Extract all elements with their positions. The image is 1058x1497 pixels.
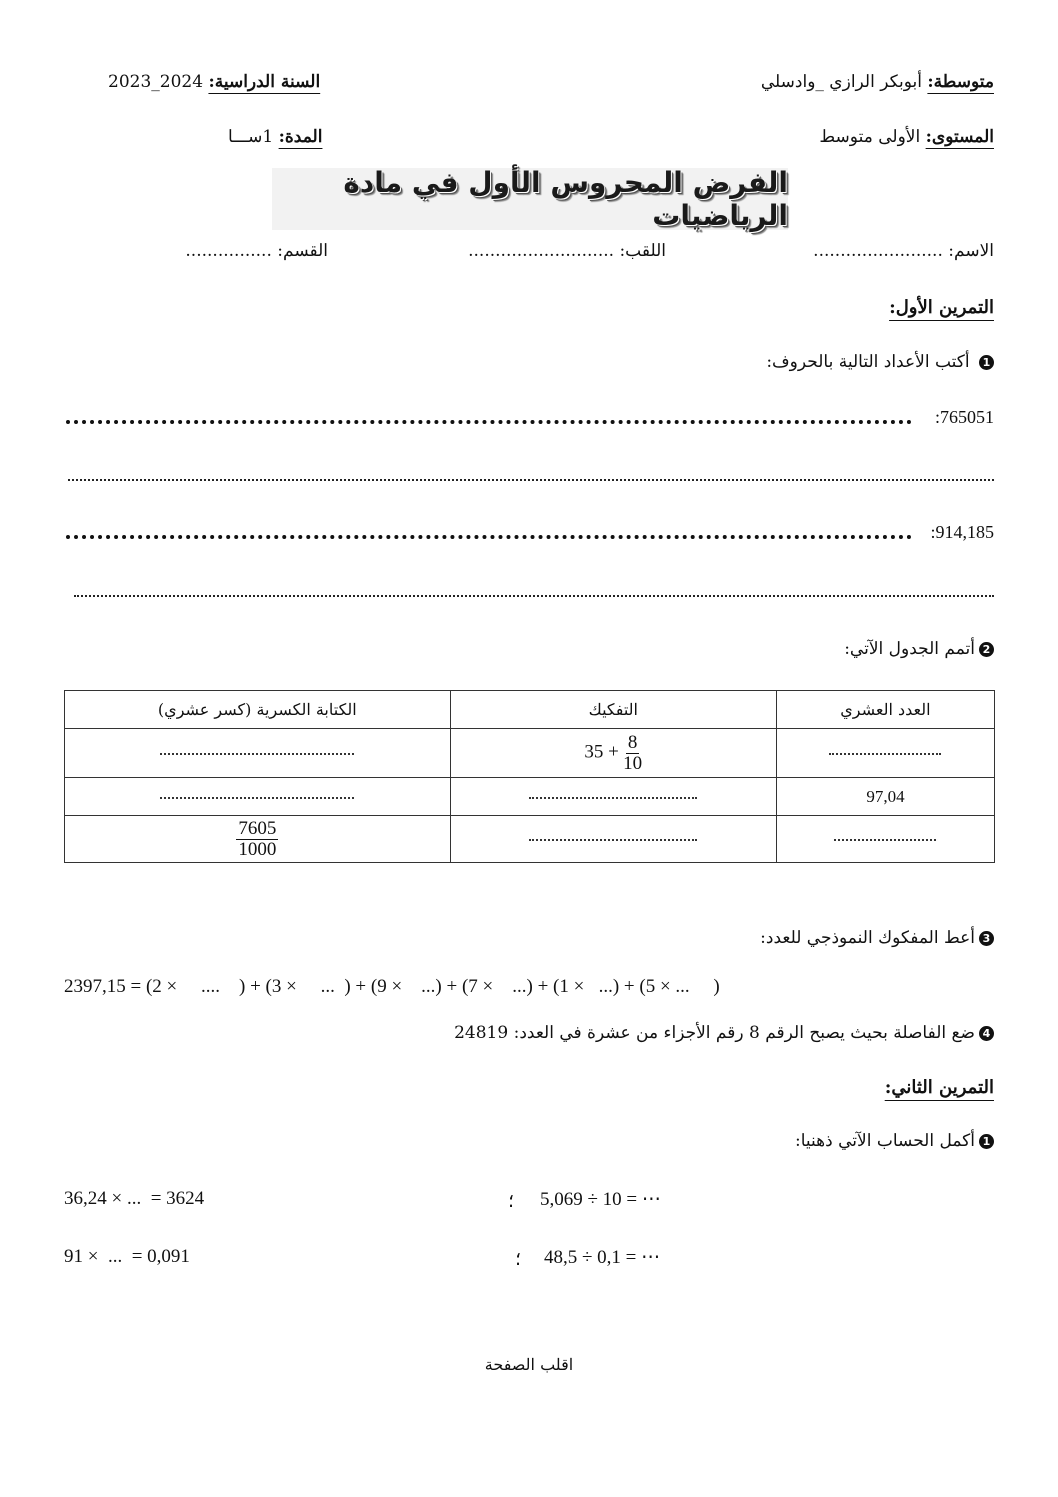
calc-right-2: 48,5 ÷ 0,1 = ⋯ — [544, 1247, 661, 1268]
calc-separator-1: ؛ — [508, 1191, 515, 1212]
page-title: الفرض المحروس الأول في مادة الرياضيات — [343, 166, 788, 232]
cell-decimal: 97,04 — [776, 778, 994, 816]
name-dots: ........................ — [813, 241, 943, 261]
answer-line-1b[interactable] — [68, 479, 994, 481]
header-decimal: العدد العشري — [776, 691, 994, 729]
cell-fraction-blank[interactable] — [65, 729, 451, 778]
exercise1-title: التمرين الأول: — [889, 297, 994, 318]
name-field[interactable] — [813, 241, 994, 261]
fraction-value — [236, 819, 278, 860]
ex1-q3-text: أعط المفكوك النموذجي للعدد: — [760, 928, 975, 948]
turn-page-note: اقلب الصفحة — [484, 1355, 574, 1374]
bullet-4-icon: 4 — [979, 1026, 994, 1041]
fraction-denominator: 10 — [623, 752, 643, 774]
cell-decimal-blank[interactable] — [776, 729, 994, 778]
duration-line — [228, 127, 322, 147]
duration-value: 1ســـا — [228, 127, 274, 147]
ex1-q3 — [760, 928, 994, 948]
ex1-q4-text: ضع الفاصلة بحيث يصبح الرقم 8 رقم الأجزاء من عشرة في العدد: 24819 — [454, 1023, 975, 1043]
table-row — [65, 778, 995, 816]
answer-line-1a[interactable] — [66, 420, 912, 424]
decomp-whole: 35 + — [584, 740, 619, 762]
bullet-3-icon: 3 — [979, 931, 994, 946]
table-header-row — [65, 691, 995, 729]
cell-decomposition-blank[interactable] — [450, 816, 776, 863]
bullet-2-icon: 2 — [979, 642, 994, 657]
ex2-q1 — [795, 1131, 994, 1151]
surname-field[interactable] — [468, 241, 666, 261]
school-value: أبوبكر الرازي _وادسلي — [760, 72, 922, 92]
calc-left-2: 91 × ... = 0,091 — [64, 1246, 190, 1267]
calc-right-1: 5,069 ÷ 10 = ⋯ — [540, 1189, 661, 1210]
cell-decimal-blank[interactable] — [776, 816, 994, 863]
decomp-fraction — [623, 733, 642, 774]
year-value: 2024_2023 — [108, 72, 204, 92]
level-label: المستوى: — [925, 127, 994, 147]
fraction-denominator: 1000 — [238, 838, 277, 860]
exercise2-title: التمرين الثاني: — [884, 1077, 994, 1098]
ex1-q1 — [766, 352, 994, 372]
number-1: :765051 — [934, 407, 994, 427]
bullet-1-icon: 1 — [979, 1134, 994, 1149]
cell-fraction-blank[interactable] — [65, 778, 451, 816]
decimal-table — [64, 690, 995, 863]
fraction-numerator: 8 — [627, 731, 638, 753]
ex1-q1-text: أكتب الأعداد التالية بالحروف: — [766, 352, 970, 372]
year-label: السنة الدراسية: — [208, 72, 321, 92]
class-field[interactable] — [185, 241, 328, 261]
cell-decomposition — [450, 729, 776, 778]
number-2: :914,185 — [930, 522, 994, 542]
calc-separator-2: ؛ — [515, 1249, 522, 1270]
name-label: الاسم: — [948, 241, 994, 261]
cell-fraction — [65, 816, 451, 863]
expansion-equation: 2397,15 = (2 × .... ) + (3 × ... ) + (9 × ...) + (7 × ...) + (1 × ...) + (5 × ... ) — [64, 976, 720, 997]
year-line — [108, 72, 320, 92]
school-line — [761, 72, 994, 92]
surname-dots: ........................... — [468, 241, 615, 261]
table-row — [65, 816, 995, 863]
table-row — [65, 729, 995, 778]
school-label: متوسطة: — [927, 72, 994, 92]
answer-line-2a[interactable] — [66, 535, 912, 539]
answer-line-2b[interactable] — [74, 595, 994, 597]
level-value: الأولى متوسط — [819, 127, 921, 147]
calc-left-1: 36,24 × ... = 3624 — [64, 1188, 205, 1209]
ex1-q2-text: أتمم الجدول الآتي: — [844, 639, 975, 659]
header-decomposition: التفكيك — [450, 691, 776, 729]
ex2-q1-text: أكمل الحساب الآتي ذهنيا: — [795, 1131, 975, 1151]
bullet-1-icon: 1 — [979, 355, 994, 370]
fraction-numerator: 7605 — [238, 817, 277, 839]
ex1-q2 — [844, 639, 994, 659]
header-fraction: الكتابة الكسرية (كسر عشري) — [65, 691, 451, 729]
class-label: القسم: — [277, 241, 328, 261]
cell-decomposition-blank[interactable] — [450, 778, 776, 816]
ex1-q4 — [454, 1023, 994, 1043]
class-dots: ................ — [185, 241, 272, 261]
title-banner — [272, 168, 788, 230]
duration-label: المدة: — [278, 127, 323, 147]
level-line — [819, 127, 994, 147]
surname-label: اللقب: — [619, 241, 666, 261]
